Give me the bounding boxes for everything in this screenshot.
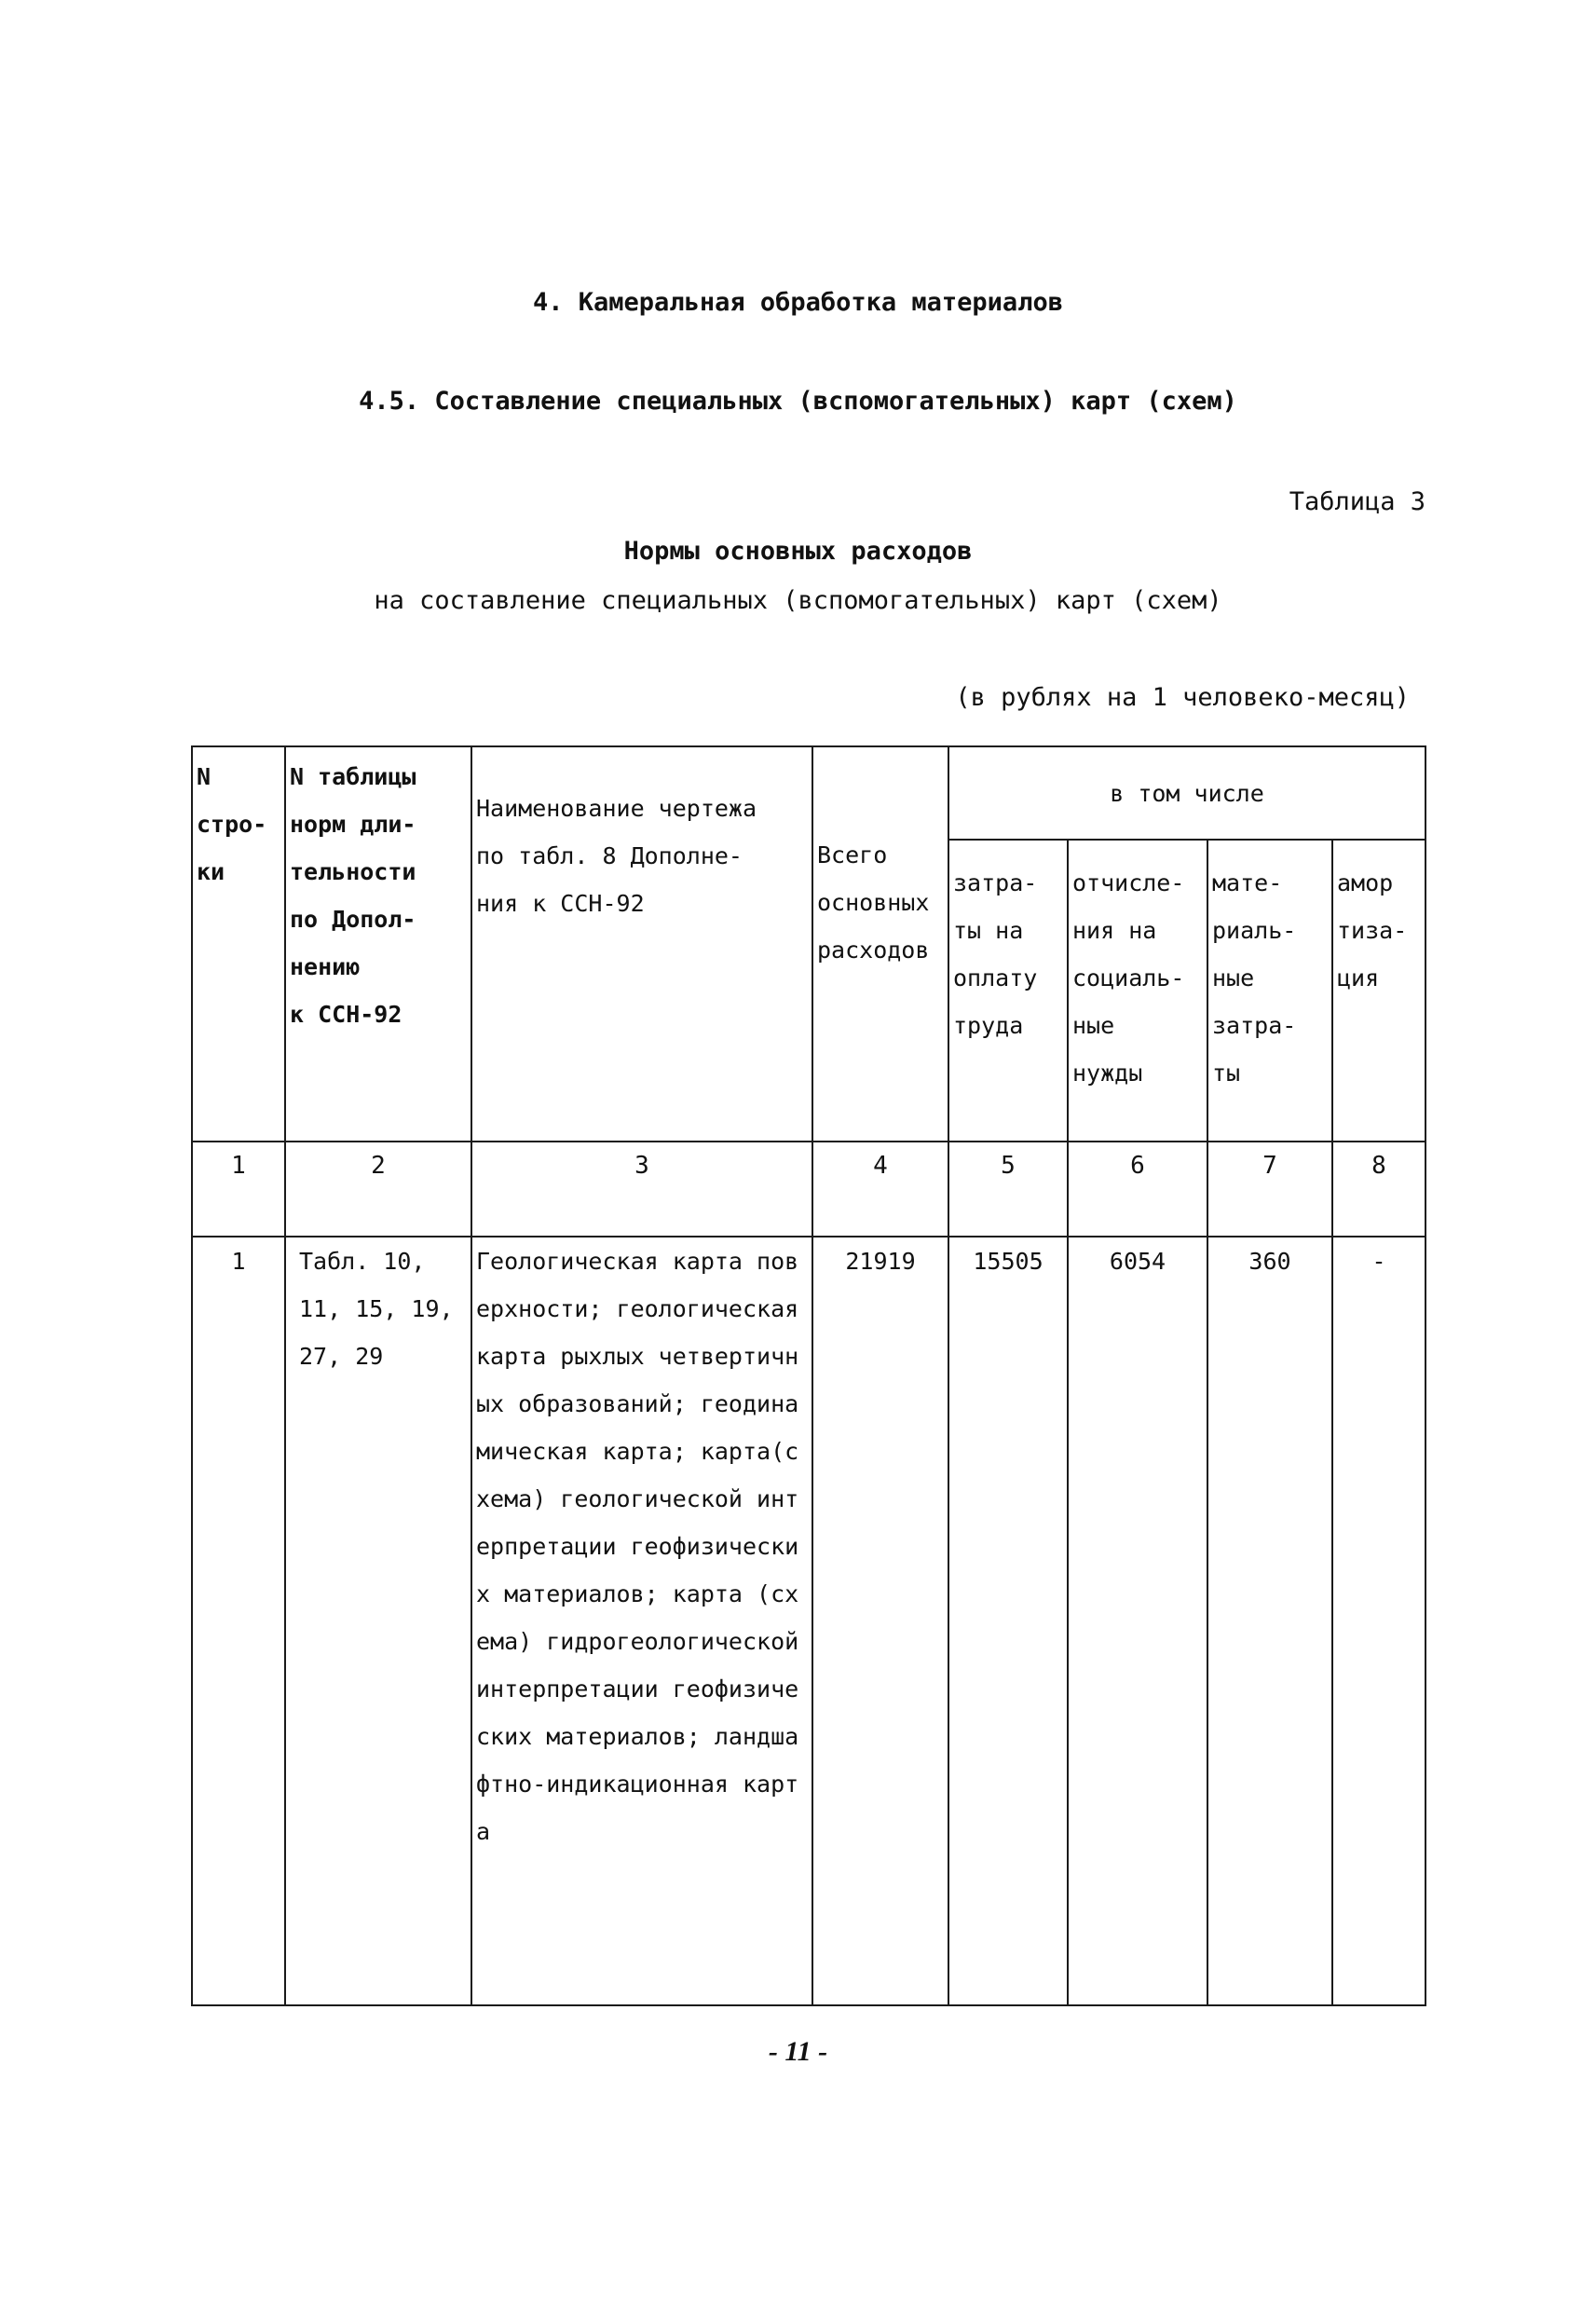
header-line-number: N стро- ки — [192, 746, 285, 1142]
column-number: 3 — [471, 1142, 812, 1237]
column-number: 6 — [1068, 1142, 1207, 1237]
header-amortization: амор тиза- ция — [1332, 840, 1425, 1142]
header-table-ref: N таблицы норм дли- тельности по Допол- нению к ССН-92 — [285, 746, 471, 1142]
table-units: (в рублях на 1 человеко-месяц) — [955, 683, 1410, 712]
cell-labor: 15505 — [948, 1237, 1068, 2005]
column-number: 5 — [948, 1142, 1068, 1237]
header-drawing-name: Наименование чертежа по табл. 8 Дополне- ния к ССН-92 — [471, 746, 812, 1142]
column-number: 1 — [192, 1142, 285, 1237]
column-number: 8 — [1332, 1142, 1425, 1237]
page-number: - 11 - — [768, 2036, 828, 2067]
column-number: 7 — [1207, 1142, 1332, 1237]
section-title: 4. Камеральная обработка материалов — [533, 288, 1063, 317]
column-number: 2 — [285, 1142, 471, 1237]
header-total: Всего основных расходов — [812, 746, 948, 1142]
cell-total: 21919 — [812, 1237, 948, 2005]
table-number: Таблица 3 — [1289, 487, 1425, 516]
column-number: 4 — [812, 1142, 948, 1237]
header-labor: затра- ты на оплату труда — [948, 840, 1068, 1142]
cell-amortization: - — [1332, 1237, 1425, 2005]
cell-social: 6054 — [1068, 1237, 1207, 2005]
cell-material: 360 — [1207, 1237, 1332, 2005]
header-material: мате- риаль- ные затра- ты — [1207, 840, 1332, 1142]
header-including-group: в том числе — [948, 746, 1425, 840]
cell-line-number: 1 — [192, 1237, 285, 2005]
norms-table — [191, 745, 1426, 2006]
header-social: отчисле- ния на социаль- ные нужды — [1068, 840, 1207, 1142]
table-row — [192, 1237, 1425, 2005]
subsection-title: 4.5. Составление специальных (вспомогательных) карт (схем) — [359, 387, 1237, 416]
cell-table-ref: Табл. 10, 11, 15, 19, 27, 29 — [285, 1237, 471, 2005]
table-title-line-1: Нормы основных расходов — [623, 537, 973, 566]
table-title-line-2: на составление специальных (вспомогательных) карт (схем) — [374, 586, 1222, 615]
cell-drawing-name: Геологическая карта поверхности; геологическая карта рыхлых четвертичных образований; геодинамическая карта; карта(схема) геологической интерпретации геофизических материалов; карта (схема) гидрогеологической интерпретации геофизических материалов; ландшафтно-индикационная карта — [471, 1237, 812, 2005]
